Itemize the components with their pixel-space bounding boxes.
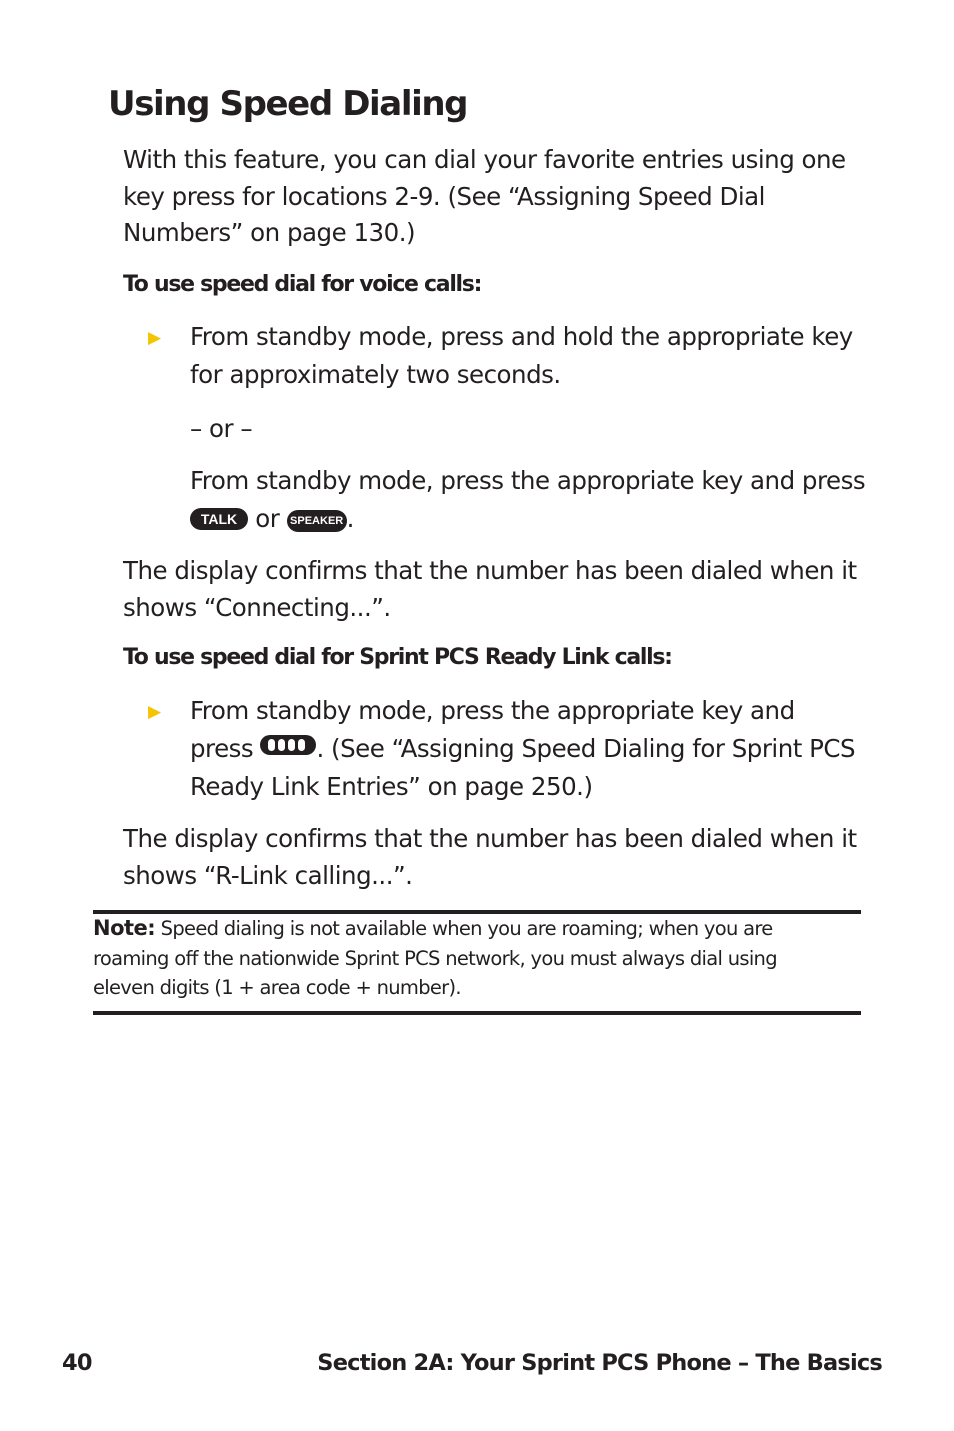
- note-line: eleven digits (1 + area code + number).: [93, 976, 461, 999]
- press-word: press: [190, 734, 261, 763]
- voice-result-line: The display confirms that the number has been dialed when it: [123, 556, 857, 585]
- readylink-result-line: The display confirms that the number has been dialed when it: [123, 824, 857, 853]
- readylink-result-line: shows “R-Link calling...”.: [123, 860, 413, 890]
- bullet-arrow-icon: ▶: [148, 702, 162, 722]
- or-separator: – or –: [190, 414, 253, 443]
- voice-step-1: [190, 318, 853, 394]
- voice-step-1-line: From standby mode, press and hold the appropriate key: [190, 322, 853, 351]
- voice-calls-heading: To use speed dial for voice calls:: [123, 272, 482, 297]
- step-end-period: .: [346, 504, 354, 533]
- voice-result-paragraph: [123, 553, 857, 626]
- bullet-arrow-icon: ▶: [148, 328, 162, 348]
- intro-paragraph: [123, 142, 846, 252]
- page-title: Using Speed Dialing: [108, 84, 468, 124]
- speaker-key-icon: SPEAKER: [287, 510, 347, 532]
- readylink-step-line: Ready Link Entries” on page 250.): [190, 772, 593, 801]
- readylink-step-key-line: [190, 730, 855, 768]
- note-line: [93, 914, 777, 944]
- note-line: roaming off the nationwide Sprint PCS network, you must always dial using: [93, 946, 777, 970]
- note-text: Speed dialing is not available when you are roaming; when you are: [155, 917, 773, 940]
- talk-key-icon: TALK: [190, 508, 248, 530]
- intro-line: key press for locations 2-9. (See “Assigning Speed Dial: [123, 181, 765, 211]
- or-word: or: [248, 504, 287, 533]
- note-box: [93, 914, 777, 1003]
- readylink-step-line: From standby mode, press the appropriate key and: [190, 696, 795, 725]
- voice-step-2-line: From standby mode, press the appropriate key and press: [190, 466, 866, 495]
- readylink-key-icon: [260, 735, 316, 755]
- voice-result-line: shows “Connecting...”.: [123, 592, 391, 622]
- readylink-step-reference: . (See “Assigning Speed Dialing for Sprint PCS: [316, 734, 856, 763]
- readylink-step: [190, 692, 855, 806]
- intro-line: With this feature, you can dial your favorite entries using one: [123, 145, 846, 174]
- note-bottom-rule: [93, 1011, 861, 1015]
- voice-step-2: [190, 462, 865, 538]
- page-number: 40: [62, 1350, 92, 1376]
- readylink-calls-heading: To use speed dial for Sprint PCS Ready Link calls:: [123, 645, 672, 670]
- note-label: Note:: [93, 916, 156, 940]
- section-footer: Section 2A: Your Sprint PCS Phone – The Basics: [317, 1350, 882, 1376]
- readylink-result-paragraph: [123, 821, 857, 894]
- voice-step-2-keys-line: [190, 500, 865, 538]
- voice-step-1-line: for approximately two seconds.: [190, 360, 561, 389]
- intro-line: Numbers” on page 130.): [123, 218, 416, 247]
